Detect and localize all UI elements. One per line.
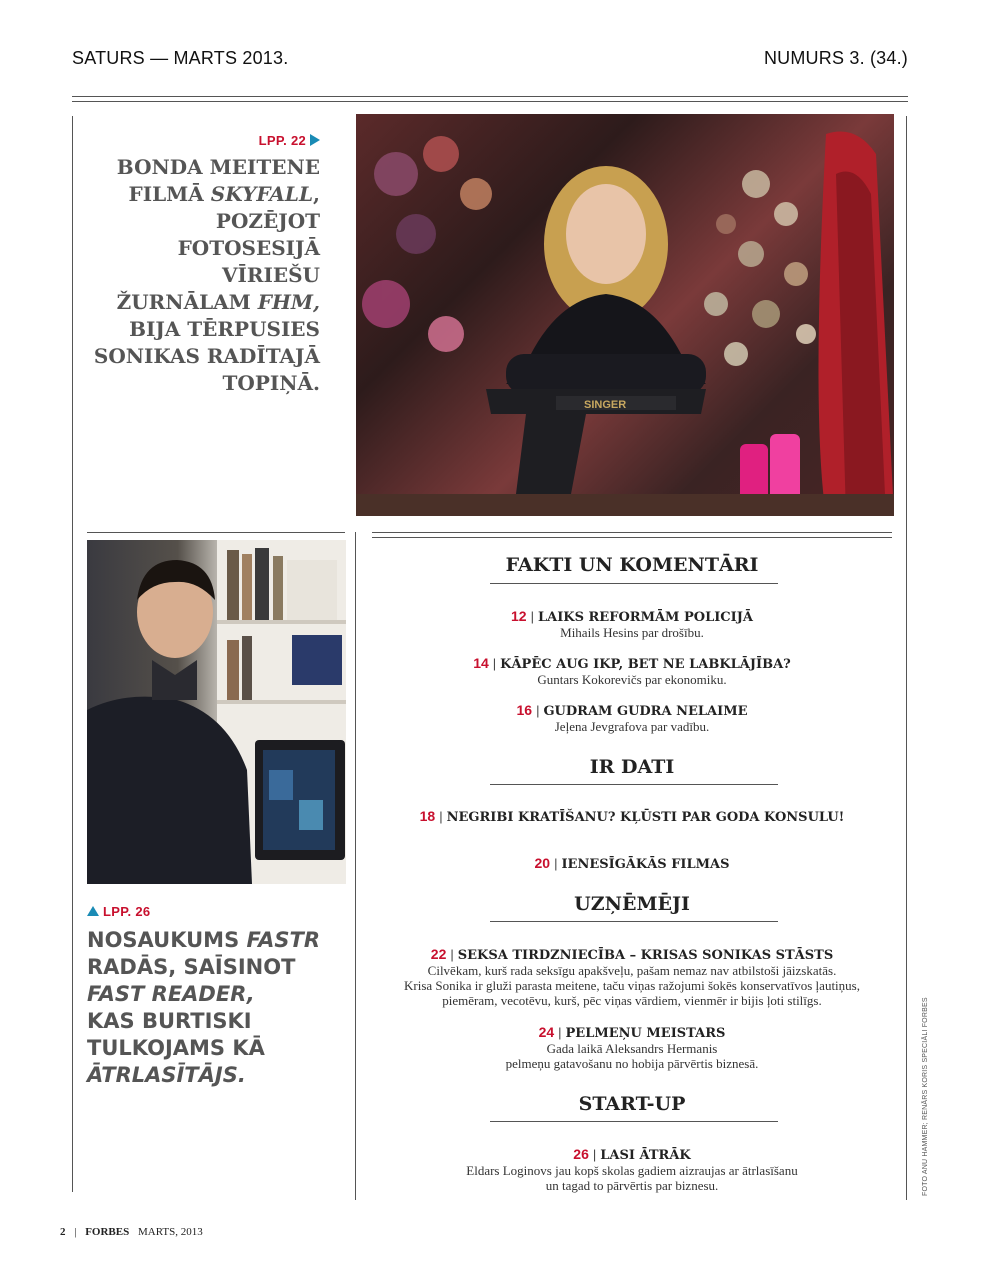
footer-issue: MARTS, 2013 bbox=[137, 1226, 203, 1238]
toc-entry-20[interactable] bbox=[372, 855, 892, 872]
seamstress-illustration bbox=[356, 114, 894, 516]
header-rule-top bbox=[72, 96, 908, 97]
section-title-ir-dati: IR DATI bbox=[589, 756, 675, 778]
issue-title: SATURS — MARTS 2013. bbox=[72, 48, 289, 68]
arrow-up-icon bbox=[87, 906, 99, 916]
entry-heading: 24 | PELMEŅU MEISTARS bbox=[538, 1024, 726, 1041]
middle-column-rule bbox=[355, 532, 356, 1200]
side-feature-page-ref[interactable] bbox=[87, 903, 337, 921]
section-rule bbox=[490, 583, 778, 584]
entry-description: piemēram, vecotēvu, kurš, pēc viņas vārdiem, vienmēr ir bijis ļoti stilīgs. bbox=[442, 993, 822, 1008]
machine-brand-text: SINGER bbox=[584, 399, 627, 411]
entry-description: pelmeņu gatavošanu no hobija pārvērtis biznesā. bbox=[505, 1056, 759, 1071]
headline-line: POZĒJOT bbox=[215, 209, 320, 233]
page-footer bbox=[60, 1226, 203, 1238]
section-title-fakti: FAKTI UN KOMENTĀRI bbox=[505, 554, 759, 576]
headline-line: FOTOSESIJĀ bbox=[177, 236, 320, 260]
section-title-uznemeji: UZŅĒMĒJI bbox=[574, 893, 690, 915]
entry-description: Jeļena Jevgrafova par vadību. bbox=[554, 719, 710, 734]
headline-line: BIJA TĒRPUSIES bbox=[129, 317, 320, 341]
entry-heading: 14 | KĀPĒC AUG IKP, BET NE LABKLĀJĪBA? bbox=[473, 655, 791, 672]
top-feature-page-ref[interactable] bbox=[82, 132, 320, 150]
headline-line: RADĀS, SAĪSINOT bbox=[87, 955, 296, 979]
feature-photo-founder bbox=[87, 540, 346, 884]
entry-heading: 16 | GUDRAM GUDRA NELAIME bbox=[516, 702, 748, 719]
headline-line: TULKOJAMS KĀ bbox=[87, 1036, 265, 1060]
feature-photo-seamstress bbox=[356, 114, 894, 516]
photo-credit: FOTO ANU HAMMER; RENĀRS KORIS SPECIĀLI FORBES bbox=[922, 997, 929, 1196]
toc-entry-18[interactable] bbox=[372, 808, 892, 825]
page-number: 2 bbox=[60, 1226, 66, 1238]
toc-entry-16[interactable] bbox=[372, 702, 892, 734]
side-photo-rule bbox=[87, 532, 345, 533]
toc-entry-26[interactable] bbox=[372, 1146, 892, 1193]
entry-description: Cilvēkam, kurš rada seksīgu apakšveļu, pašam nemaz nav atbilstoši jāizskatās. bbox=[427, 963, 837, 978]
section-rule bbox=[490, 1121, 778, 1122]
top-feature-headline bbox=[82, 154, 320, 397]
headline-line: VĪRIEŠU bbox=[222, 263, 320, 287]
headline-line: FAST READER, bbox=[87, 982, 255, 1006]
headline-line: ŽURNĀLAM FHM, bbox=[116, 290, 320, 314]
entry-heading: 22 | SEKSA TIRDZNIECĪBA – KRISAS SONIKAS STĀSTS bbox=[430, 946, 834, 963]
headline-line: NOSAUKUMS FASTR bbox=[87, 928, 321, 952]
entry-description: Krisa Sonika ir gluži parasta meitene, taču viņas ražojumi šokēs konservatīvos ļautiņus, bbox=[404, 978, 860, 993]
arrow-right-icon bbox=[310, 134, 320, 146]
toc-entry-14[interactable] bbox=[372, 655, 892, 687]
headline-line: TOPIŅĀ. bbox=[222, 371, 320, 395]
entry-description: un tagad to pārvērtis par biznesu. bbox=[545, 1178, 719, 1193]
founder-illustration bbox=[87, 540, 346, 884]
header-rule-bottom bbox=[72, 101, 908, 102]
footer-brand: FORBES bbox=[85, 1226, 130, 1238]
issue-number: NUMURS 3. (34.) bbox=[763, 48, 908, 68]
entry-description: Mihails Hesins par drošību. bbox=[560, 625, 704, 640]
section-rule bbox=[490, 784, 778, 785]
right-column-rule bbox=[906, 116, 907, 1200]
headline-line: BONDA MEITENE bbox=[116, 155, 320, 179]
section-title-start-up: START-UP bbox=[578, 1093, 686, 1115]
headline-line: FILMĀ SKYFALL, bbox=[128, 182, 320, 206]
headline-line: ĀTRLASĪTĀJS. bbox=[87, 1063, 246, 1087]
side-feature-headline bbox=[87, 927, 337, 1089]
entry-heading: 20 | IENESĪGĀKĀS FILMAS bbox=[534, 855, 730, 872]
page-ref-label: LPP. 26 bbox=[103, 904, 151, 919]
entry-heading: 26 | LASI ĀTRĀK bbox=[573, 1146, 691, 1163]
headline-line: KAS BURTISKI bbox=[87, 1009, 252, 1033]
entry-description: Gada laikā Aleksandrs Hermanis bbox=[546, 1041, 718, 1056]
footer-separator: | bbox=[74, 1226, 77, 1238]
top-feature-caption bbox=[82, 132, 320, 397]
toc-entry-12[interactable] bbox=[372, 608, 892, 640]
page-ref-label: LPP. 22 bbox=[258, 133, 306, 148]
entry-description: Guntars Kokorevičs par ekonomiku. bbox=[537, 672, 727, 687]
entry-heading: 12 | LAIKS REFORMĀM POLICIJĀ bbox=[511, 608, 753, 625]
left-column-rule bbox=[72, 116, 73, 1192]
headline-line: SONIKAS RADĪTAJĀ bbox=[93, 344, 320, 368]
toc-entry-22[interactable] bbox=[372, 946, 892, 1008]
toc-rule-top bbox=[372, 532, 892, 533]
entry-heading: 18 | NEGRIBI KRATĪŠANU? KĻŪSTI PAR GODA KONSULU! bbox=[419, 808, 845, 825]
toc-entry-24[interactable] bbox=[372, 1024, 892, 1071]
section-rule bbox=[490, 921, 778, 922]
side-feature-caption bbox=[87, 903, 337, 1089]
toc-rule-bottom bbox=[372, 537, 892, 538]
entry-description: Eldars Loginovs jau kopš skolas gadiem aizraujas ar ātrlasīšanu bbox=[466, 1163, 798, 1178]
